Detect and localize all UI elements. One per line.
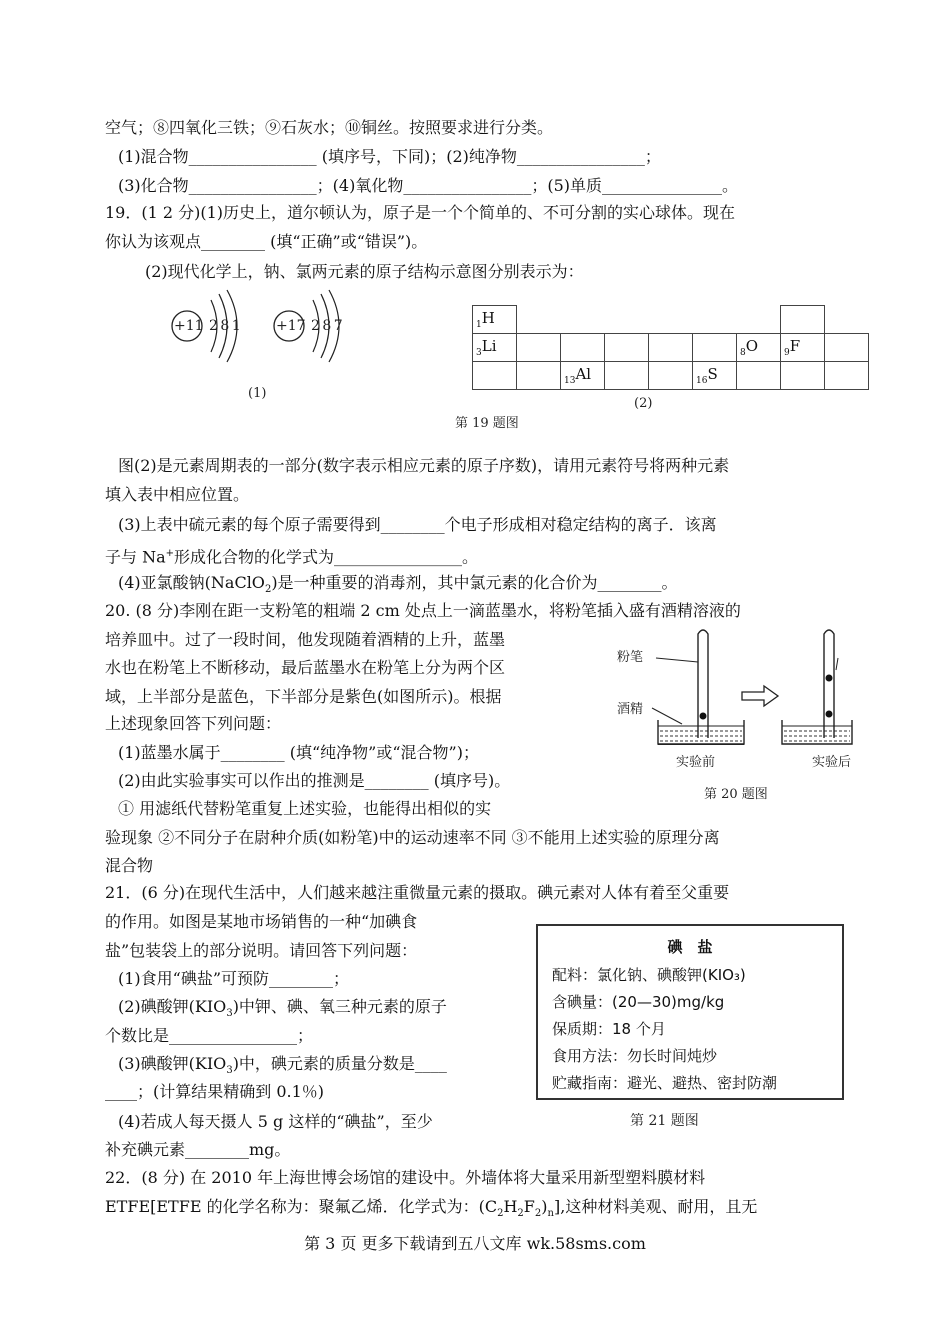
text-line: 个数比是________________； — [105, 1026, 314, 1045]
text-line: (1)混合物________________ (填序号，下同)；(2)纯净物________________； — [118, 147, 661, 166]
text-line: (3)上表中硫元素的每个原子需要得到________个电子形成相对稳定结构的离子．该离 — [118, 515, 717, 534]
text-line: (4)亚氯酸钠(NaClO$_2$)是一种重要的消毒剂，其中氯元素的化合价为________。 — [118, 573, 678, 596]
cell-o: $_8$O — [737, 334, 781, 362]
cell-h: $_1$H — [473, 306, 517, 334]
figure-19-caption: 第 19 题图 — [455, 416, 519, 431]
text-line: 水也在粉笔上不断移动，最后蓝墨水在粉笔上分为两个区 — [105, 658, 506, 677]
cell-li: $_3$Li — [473, 334, 517, 362]
text-line: 的作用。如图是某地市场销售的一种“加碘食 — [105, 912, 418, 931]
cell-empty — [781, 306, 825, 334]
question-21: 21．(6 分)在现代生活中，人们越来越注重微量元素的摄取。碘元素对人体有着至父重要 — [105, 883, 730, 902]
cell-al: $_{13}$Al — [561, 362, 605, 390]
after-label: 实验后 — [812, 755, 852, 770]
text-line: 子与 Na+形成化合物的化学式为________________。 — [105, 547, 479, 567]
iodized-salt-label — [536, 924, 844, 1100]
text-line: 验现象 ②不同分子在尉种介质(如粉笔)中的运动速率不同 ③不能用上述实验的原理分离 — [105, 828, 720, 847]
page-footer: 第 3 页 更多下载请到五八文库 wk.58sms.com — [304, 1234, 646, 1253]
na-nucleus-label: +11 — [174, 318, 204, 334]
text-line: (2)现代化学上，钠、氯两元素的原子结构示意图分别表示为： — [145, 262, 584, 281]
cl-nucleus-label: +17 — [276, 318, 306, 334]
salt-ingredients: 配料：氯化钠、碘酸钾(KIO₃) — [552, 966, 746, 984]
cell-f: $_9$F — [781, 334, 825, 362]
cell-s: $_{16}$S — [693, 362, 737, 390]
question-20: 20. (8 分)李刚在距一支粉笔的粗端 2 cm 处点上一滴蓝墨水，将粉笔插入盛有酒精溶液的 — [105, 601, 741, 620]
text-line: (4)若成人每天摄人 5 g 这样的“碘盐”，至少 — [118, 1112, 433, 1131]
text-line: ① 用滤纸代替粉笔重复上述实验，也能得出相似的实 — [118, 799, 492, 818]
text-line: (1)食用“碘盐”可预防________； — [118, 969, 350, 988]
text-line: 培养皿中。过了一段时间，他发现随着酒精的上升，蓝墨 — [105, 630, 506, 649]
text-line: 盐”包装袋上的部分说明。请回答下列问题： — [105, 941, 418, 960]
question-22: 22．(8 分) 在 2010 年上海世博会场馆的建设中。外墙体将大量采用新型塑料膜材料 — [105, 1168, 706, 1187]
text-line: 上述现象回答下列问题： — [105, 714, 282, 733]
figure-20-caption: 第 20 题图 — [704, 787, 768, 802]
cl-electron-label: 2 8 7 — [311, 318, 342, 334]
text-line: 你认为该观点________ (填“正确”或“错误”)。 — [105, 232, 428, 251]
text-line: 混合物 — [105, 856, 154, 875]
question-19: 19．(1 2 分)(1)历史上，道尔顿认为，原子是一个个简单的、不可分割的实心球体。现在 — [105, 203, 736, 222]
text-line: (3)化合物________________；(4)氧化物________________；(5)单质_______________。 — [118, 176, 738, 195]
text-line: (2)由此实验事实可以作出的推测是________ (填序号)。 — [118, 771, 511, 790]
alcohol-label: 酒精 — [617, 702, 644, 717]
figure-label-1: (1) — [248, 386, 267, 401]
na-electron-label: 2 8 1 — [209, 318, 240, 334]
chalk-experiment-diagram — [612, 622, 862, 762]
figure-21-caption: 第 21 题图 — [630, 1113, 699, 1129]
text-line: ____；(计算结果精确到 0.1％) — [105, 1082, 325, 1101]
text-line: (3)碘酸钾$(KIO_3)$中，碘元素的质量分数是____ — [118, 1054, 447, 1077]
chalk-label: 粉笔 — [617, 650, 644, 665]
text-line: (1)蓝墨水属于________ (填“纯净物”或“混合物”)； — [118, 743, 479, 762]
salt-usage: 食用方法：勿长时间炖炒 — [552, 1047, 718, 1065]
periodic-table-fragment — [472, 305, 869, 390]
salt-iodine-content: 含碘量：(20—30)mg/kg — [552, 993, 725, 1011]
text-line: 填入表中相应位置。 — [105, 485, 250, 504]
figure-label-2: (2) — [634, 396, 653, 411]
text-line: 补充碘元素________mg。 — [105, 1140, 291, 1159]
salt-title: 碘 盐 — [667, 938, 713, 956]
text-line: 空气；⑧四氧化三铁；⑨石灰水；⑩铜丝。按照要求进行分类。 — [105, 118, 554, 137]
salt-shelf-life: 保质期：18 个月 — [552, 1020, 666, 1038]
before-label: 实验前 — [676, 755, 716, 770]
text-line: ETFE[ETFE 的化学名称为：聚氟乙烯．化学式为：$(C_2H_2F_2)_n$],这种材料美观、耐用，且无 — [105, 1197, 758, 1220]
text-line: 域，上半部分是蓝色，下半部分是紫色(如图所示)。根据 — [105, 687, 502, 706]
salt-storage: 贮藏指南：避光、避热、密封防潮 — [552, 1074, 778, 1092]
text-line: (2)碘酸钾$(KIO_3)$中钾、碘、氧三种元素的原子 — [118, 997, 447, 1020]
text-line: 图(2)是元素周期表的一部分(数字表示相应元素的原子序数)，请用元素符号将两种元素 — [118, 456, 730, 475]
